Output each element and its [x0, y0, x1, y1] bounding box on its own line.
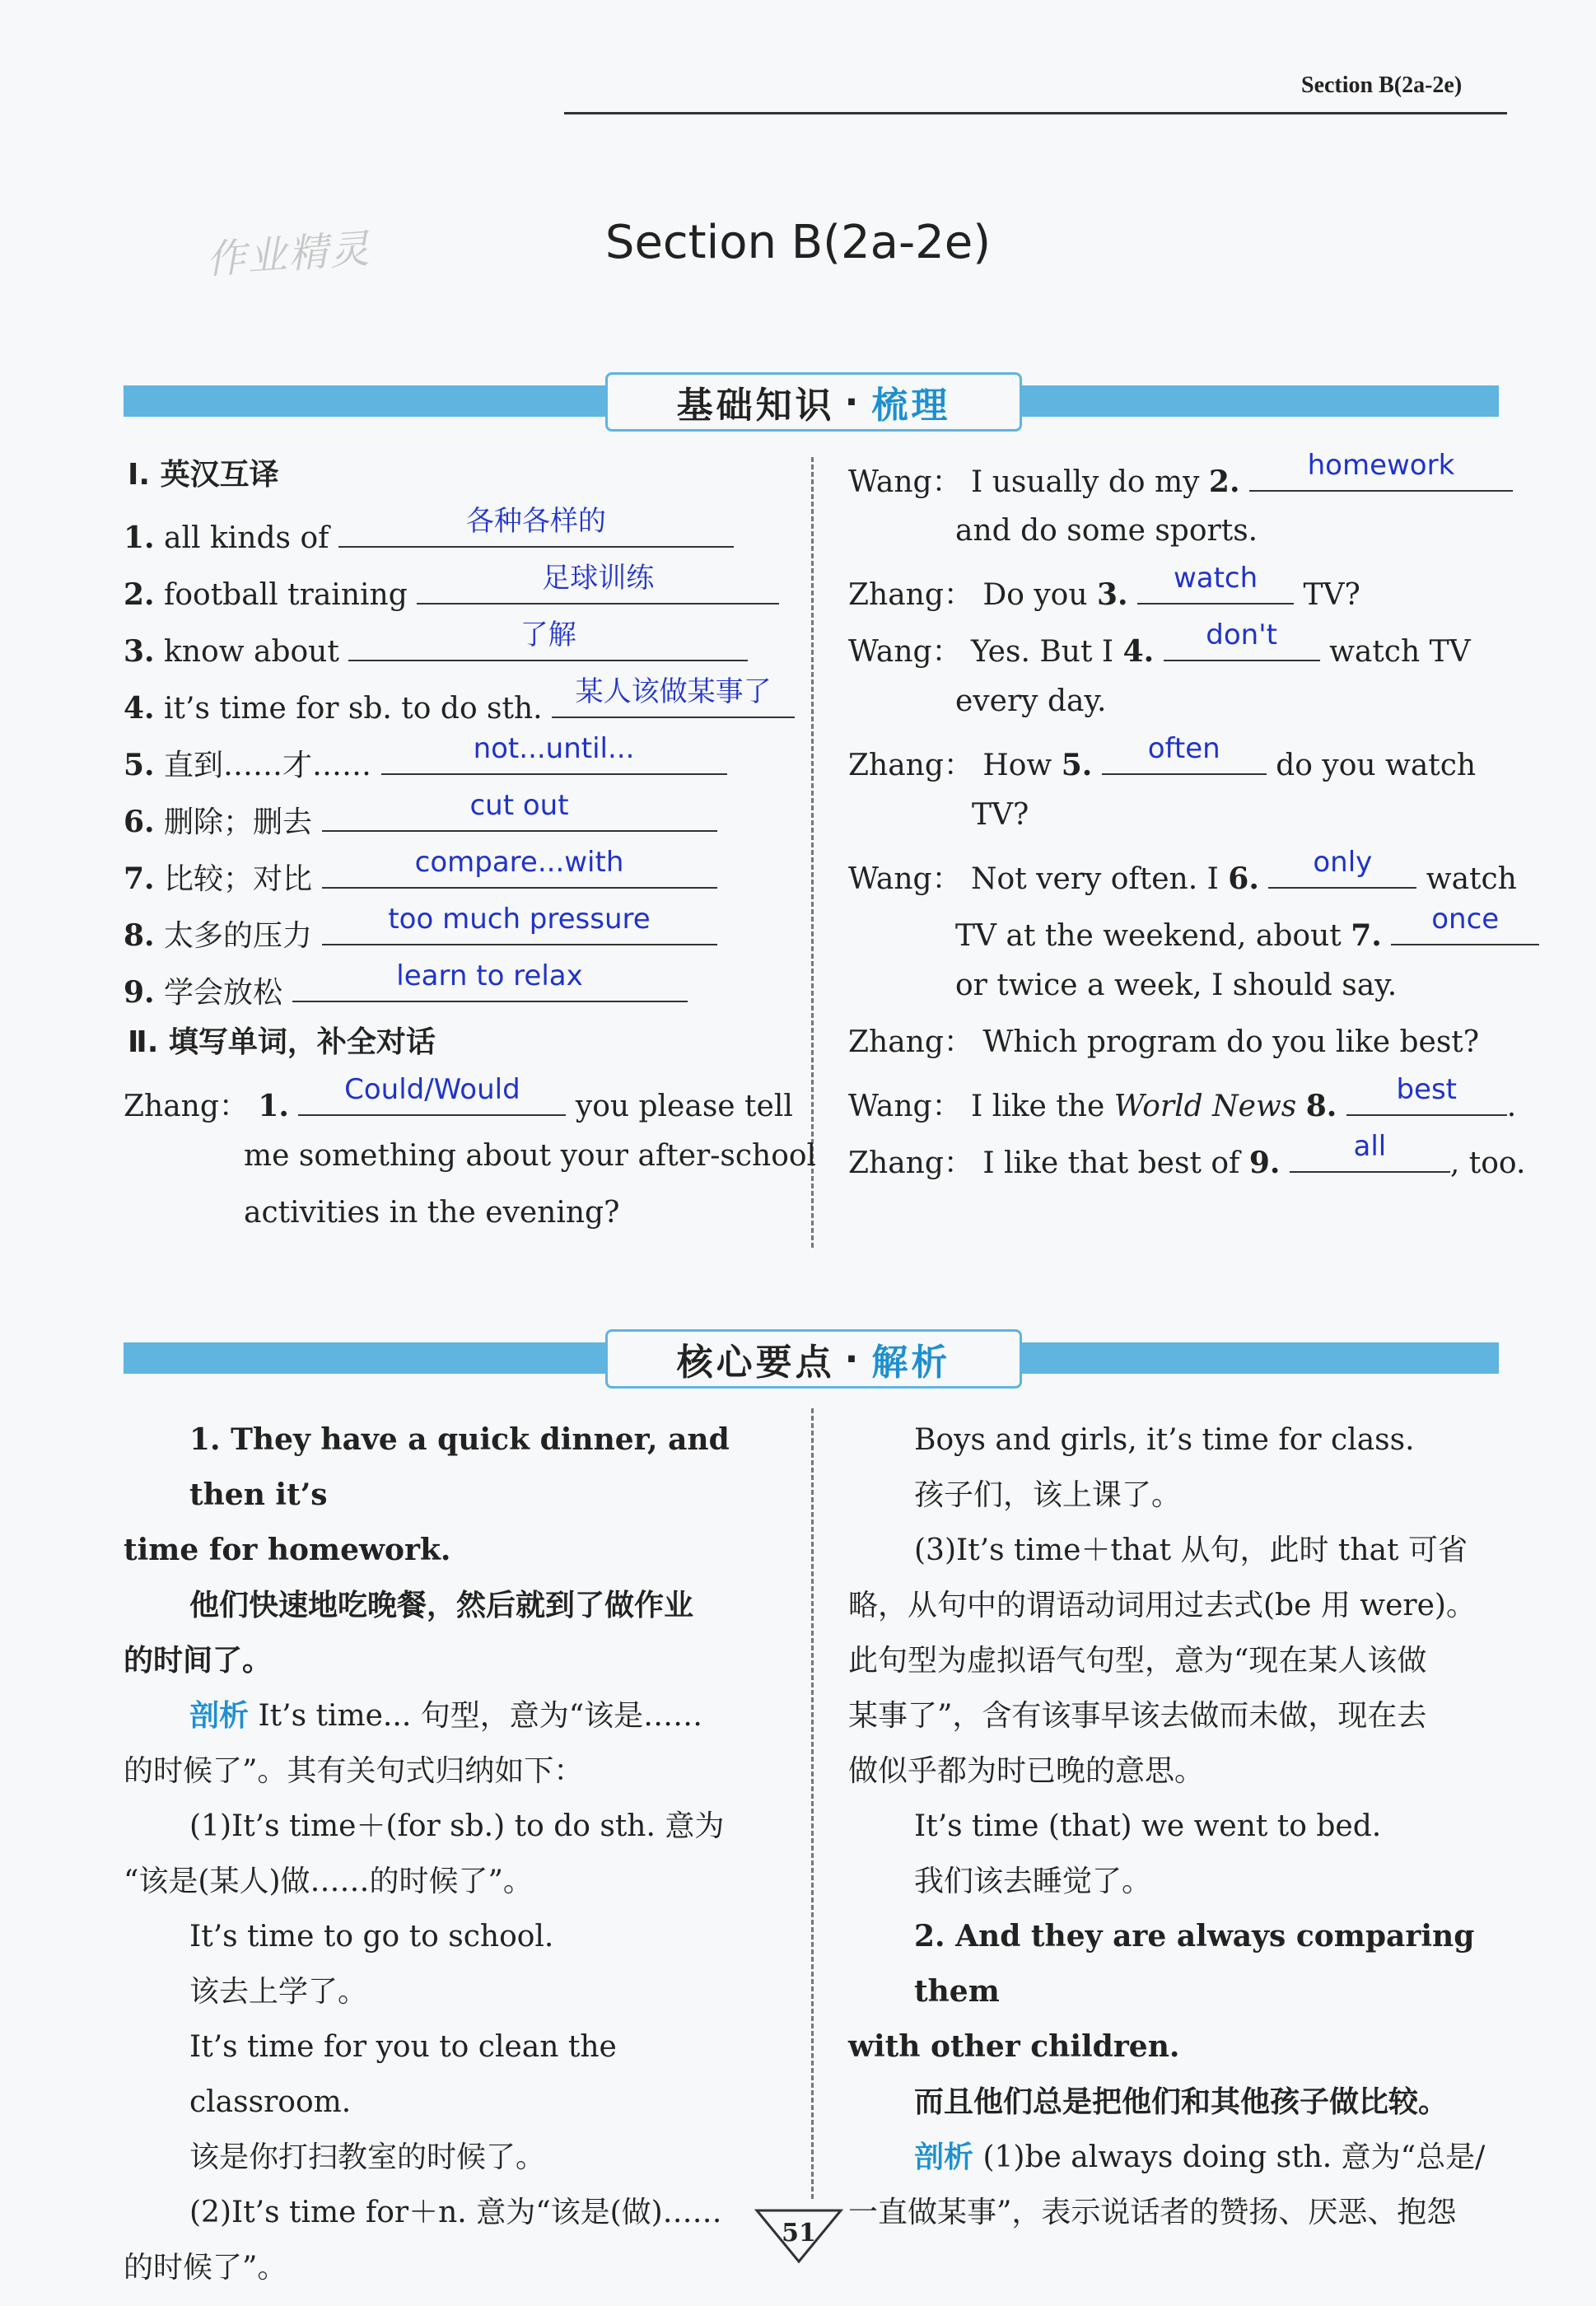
point-1-cn-a: 他们快速地吃晚餐，然后就到了做作业 [189, 1588, 694, 1622]
example-2-cn: 该是你打扫教室的时候了。 [189, 2140, 546, 2174]
dialogue-text: do you watch [1276, 749, 1477, 782]
part1-item-4 [124, 675, 795, 727]
answer-blank [1164, 619, 1320, 661]
page-number-badge [754, 2207, 844, 2265]
band-1-part-b: 梳理 [871, 385, 951, 427]
page-number: 51 [782, 2219, 816, 2248]
item-number: 8. [1305, 1089, 1337, 1123]
item-prompt: football training [164, 578, 408, 612]
item-number: 2. [1208, 464, 1240, 499]
rule-2-a: (2)It’s time for＋n. 意为“该是(做)…… [189, 2196, 722, 2229]
running-head: Section B(2a-2e) [1301, 72, 1463, 98]
answer-text: once [1431, 903, 1500, 936]
answer-text: all [1353, 1130, 1387, 1163]
answer-blank [1391, 903, 1539, 945]
dialogue-zhang-3 [848, 562, 1360, 614]
dialogue-wang-6-cont [955, 903, 1539, 955]
part1-item-1 [124, 505, 734, 557]
answer-text: 某人该做某事了 [575, 675, 772, 708]
band-2-part-b: 解析 [871, 1342, 951, 1384]
item-number: 6. [1228, 861, 1259, 896]
answer-blank [322, 903, 717, 945]
answer-text: best [1396, 1073, 1458, 1106]
part2-heading: Ⅱ. 填写单词，补全对话 [128, 1025, 436, 1059]
analysis-1-a [124, 1688, 782, 1744]
speaker-label: Zhang： [848, 1146, 973, 1180]
speaker-label: Wang： [848, 862, 962, 896]
rule-3-b: 略，从句中的谓语动词用过去式(be 用 were)。 [848, 1589, 1476, 1622]
answer-blank [1346, 1073, 1507, 1116]
section-band-1-label [605, 372, 1022, 432]
analysis-2-b: 一直做某事”，表示说话者的赞扬、厌恶、抱怨 [848, 2196, 1457, 2229]
example-4-cn: 我们该去睡觉了。 [914, 1865, 1152, 1898]
dialogue-text: TV? [1303, 578, 1360, 612]
rule-2-b: 的时候了”。 [124, 2251, 287, 2285]
answer-text: not...until... [473, 732, 635, 765]
item-number: 9. [1248, 1146, 1281, 1180]
analysis-label: 剖析 [189, 1699, 250, 1733]
dialogue-text: . [1506, 1090, 1517, 1123]
item-number: 5. [124, 748, 155, 782]
answer-blank [1102, 732, 1267, 775]
rule-3-c: 此句型为虚拟语气句型，意为“现在某人该做 [848, 1644, 1427, 1678]
dialogue-text: I usually do my [971, 465, 1200, 499]
dialogue-text: How [982, 749, 1052, 782]
part1-item-2 [124, 562, 779, 614]
speaker-label: Zhang： [848, 749, 973, 782]
example-3-cn: 孩子们，该上课了。 [914, 1478, 1182, 1512]
answer-blank [1268, 846, 1416, 889]
dialogue-text: Do you [982, 578, 1088, 612]
dialogue-text: Not very often. I [971, 862, 1219, 896]
item-number: 1. [258, 1089, 289, 1123]
dialogue-wang-4 [848, 619, 1471, 670]
dialogue-text: I like the [971, 1090, 1105, 1123]
example-4-en: It’s time (that) we went to bed. [914, 1809, 1382, 1843]
dialogue-zhang-1-line3: activities in the evening? [244, 1196, 620, 1230]
answer-text: compare...with [414, 846, 624, 879]
item-prompt: 比较；对比 [164, 862, 313, 896]
dialogue-text: I like that best of [982, 1146, 1240, 1180]
point-1-cn-b: 的时间了。 [124, 1643, 273, 1678]
dialogue-zhang-5 [848, 732, 1477, 784]
rule-1-b: “该是(某人)做……的时候了”。 [124, 1865, 533, 1898]
answer-blank [381, 732, 727, 775]
band-1-part-a: 基础知识 [676, 385, 835, 427]
speaker-label: Wang： [848, 465, 962, 499]
item-number: 6. [124, 805, 155, 839]
band-2-dot: · [844, 1337, 862, 1380]
dialogue-zhang-1 [124, 1073, 793, 1125]
answer-text: often [1147, 732, 1220, 765]
answer-text: learn to relax [396, 959, 583, 992]
dialogue-text: , too. [1449, 1146, 1526, 1180]
dialogue-zhang-7 [848, 1025, 1479, 1061]
dialogue-text: TV at the weekend, about [955, 919, 1342, 953]
analysis-text: It’s time... 句型，意为“该是…… [249, 1699, 703, 1733]
point-2-en-b: with other children. [848, 2029, 1180, 2064]
part1-item-7 [124, 846, 717, 898]
point-2-en-a: 2. And they are always comparing them [914, 1919, 1475, 2009]
part1-heading: Ⅰ. 英汉互译 [128, 458, 279, 492]
rule-3-a: (3)It’s time＋that 从句，此时 that 可省 [914, 1533, 1468, 1567]
dialogue-zhang-1-line2: me something about your after-school [244, 1139, 817, 1173]
answer-blank [1137, 562, 1294, 605]
answer-text: watch [1173, 562, 1258, 595]
dialogue-text: watch TV [1329, 635, 1471, 669]
item-number: 7. [124, 861, 155, 896]
item-number: 4. [1122, 634, 1155, 669]
dialogue-wang-6-cont2: or twice a week, I should say. [955, 969, 1398, 1002]
rule-1-a: (1)It’s time＋(for sb.) to do sth. 意为 [189, 1809, 725, 1843]
analysis-text: (1)be always doing sth. 意为“总是/ [973, 2140, 1486, 2174]
item-number: 9. [124, 975, 155, 1010]
dialogue-wang-2-cont: and do some sports. [955, 514, 1258, 548]
dialogue-zhang-5-cont: TV? [972, 798, 1029, 832]
answer-text: cut out [469, 789, 569, 822]
speaker-label: Wang： [848, 635, 962, 669]
item-prompt: 删除；删去 [164, 805, 313, 839]
example-1-cn: 该去上学了。 [189, 1975, 368, 2009]
answer-blank [298, 1073, 566, 1116]
example-3-en: Boys and girls, it’s time for class. [914, 1423, 1415, 1457]
dialogue-text: Which program do you like best? [982, 1025, 1480, 1059]
point-2-cn: 而且他们总是把他们和其他孩子做比较。 [914, 2084, 1449, 2119]
answer-text: 了解 [520, 619, 576, 651]
item-number: 3. [124, 634, 155, 669]
dialogue-wang-6 [848, 846, 1517, 898]
column-divider-top [811, 457, 814, 1248]
speaker-label: Zhang： [848, 1025, 973, 1059]
answer-blank [348, 619, 748, 661]
item-prompt: it’s time for sb. to do sth. [164, 692, 543, 726]
dialogue-wang-8 [848, 1073, 1517, 1125]
point-1-en-a: 1. They have a quick dinner, and then it’s [189, 1422, 730, 1512]
item-prompt: 直到……才…… [164, 749, 372, 782]
dialogue-text: watch [1426, 862, 1517, 896]
answer-blank [552, 675, 795, 718]
analysis-2-a [848, 2130, 1507, 2185]
part1-item-8 [124, 903, 717, 955]
section-band-2-label [605, 1329, 1022, 1389]
item-number: 4. [124, 691, 155, 726]
speaker-label: Zhang： [848, 578, 973, 612]
answer-blank [417, 562, 779, 605]
dialogue-wang-2 [848, 449, 1513, 501]
part1-item-5 [124, 732, 727, 784]
header-rule [564, 112, 1507, 114]
item-prompt: 太多的压力 [164, 919, 313, 953]
column-divider-bottom [811, 1408, 814, 2199]
answer-blank [1290, 1130, 1450, 1173]
rule-3-e: 做似乎都为时已晚的意思。 [848, 1754, 1205, 1788]
analysis-right [848, 1412, 1507, 2240]
answer-text: 各种各样的 [465, 505, 606, 538]
band-1-dot: · [844, 380, 862, 423]
item-number: 2. [124, 577, 155, 612]
item-prompt: know about [164, 635, 339, 669]
answer-text: too much pressure [388, 903, 651, 936]
answer-blank [338, 505, 734, 548]
speaker-label: Wang： [848, 1090, 962, 1123]
item-number: 8. [124, 918, 155, 953]
example-1-en: It’s time to go to school. [189, 1920, 554, 1954]
item-number: 1. [124, 520, 155, 555]
answer-text: Could/Would [344, 1073, 520, 1106]
program-name: World News [1113, 1090, 1297, 1123]
answer-blank [1249, 449, 1513, 492]
answer-blank [322, 846, 717, 889]
part1-item-6 [124, 789, 717, 841]
part1-item-9 [124, 959, 688, 1011]
analysis-left [124, 1412, 782, 2295]
answer-text: don't [1206, 619, 1277, 651]
answer-blank [292, 959, 688, 1002]
answer-text: 足球训练 [542, 562, 655, 595]
dialogue-text: you please tell [575, 1090, 793, 1123]
watermark-logo: 作业精灵 [204, 226, 373, 283]
item-number: 5. [1061, 748, 1093, 782]
analysis-label: 剖析 [914, 2140, 974, 2174]
band-2-part-a: 核心要点 [676, 1342, 835, 1384]
rule-3-d: 某事了”，含有该事早该去做而未做，现在去 [848, 1699, 1427, 1733]
analysis-1-b: 的时候了”。其有关句式归纳如下： [124, 1754, 584, 1788]
speaker-label: Zhang： [124, 1090, 249, 1123]
page-title: Section B(2a-2e) [604, 216, 992, 269]
item-prompt: 学会放松 [164, 976, 283, 1010]
answer-blank [322, 789, 717, 832]
item-number: 3. [1097, 577, 1128, 612]
answer-text: only [1313, 846, 1373, 879]
point-1-en-b: time for homework. [124, 1533, 451, 1567]
dialogue-zhang-9 [848, 1130, 1526, 1182]
item-number: 7. [1351, 918, 1382, 953]
item-prompt: all kinds of [164, 521, 329, 555]
answer-text: homework [1307, 449, 1455, 482]
example-2-en: It’s time for you to clean the classroom. [189, 2030, 617, 2119]
dialogue-wang-4-cont: every day. [955, 684, 1107, 718]
part1-item-3 [124, 619, 748, 670]
dialogue-text: Yes. But I [971, 635, 1114, 669]
